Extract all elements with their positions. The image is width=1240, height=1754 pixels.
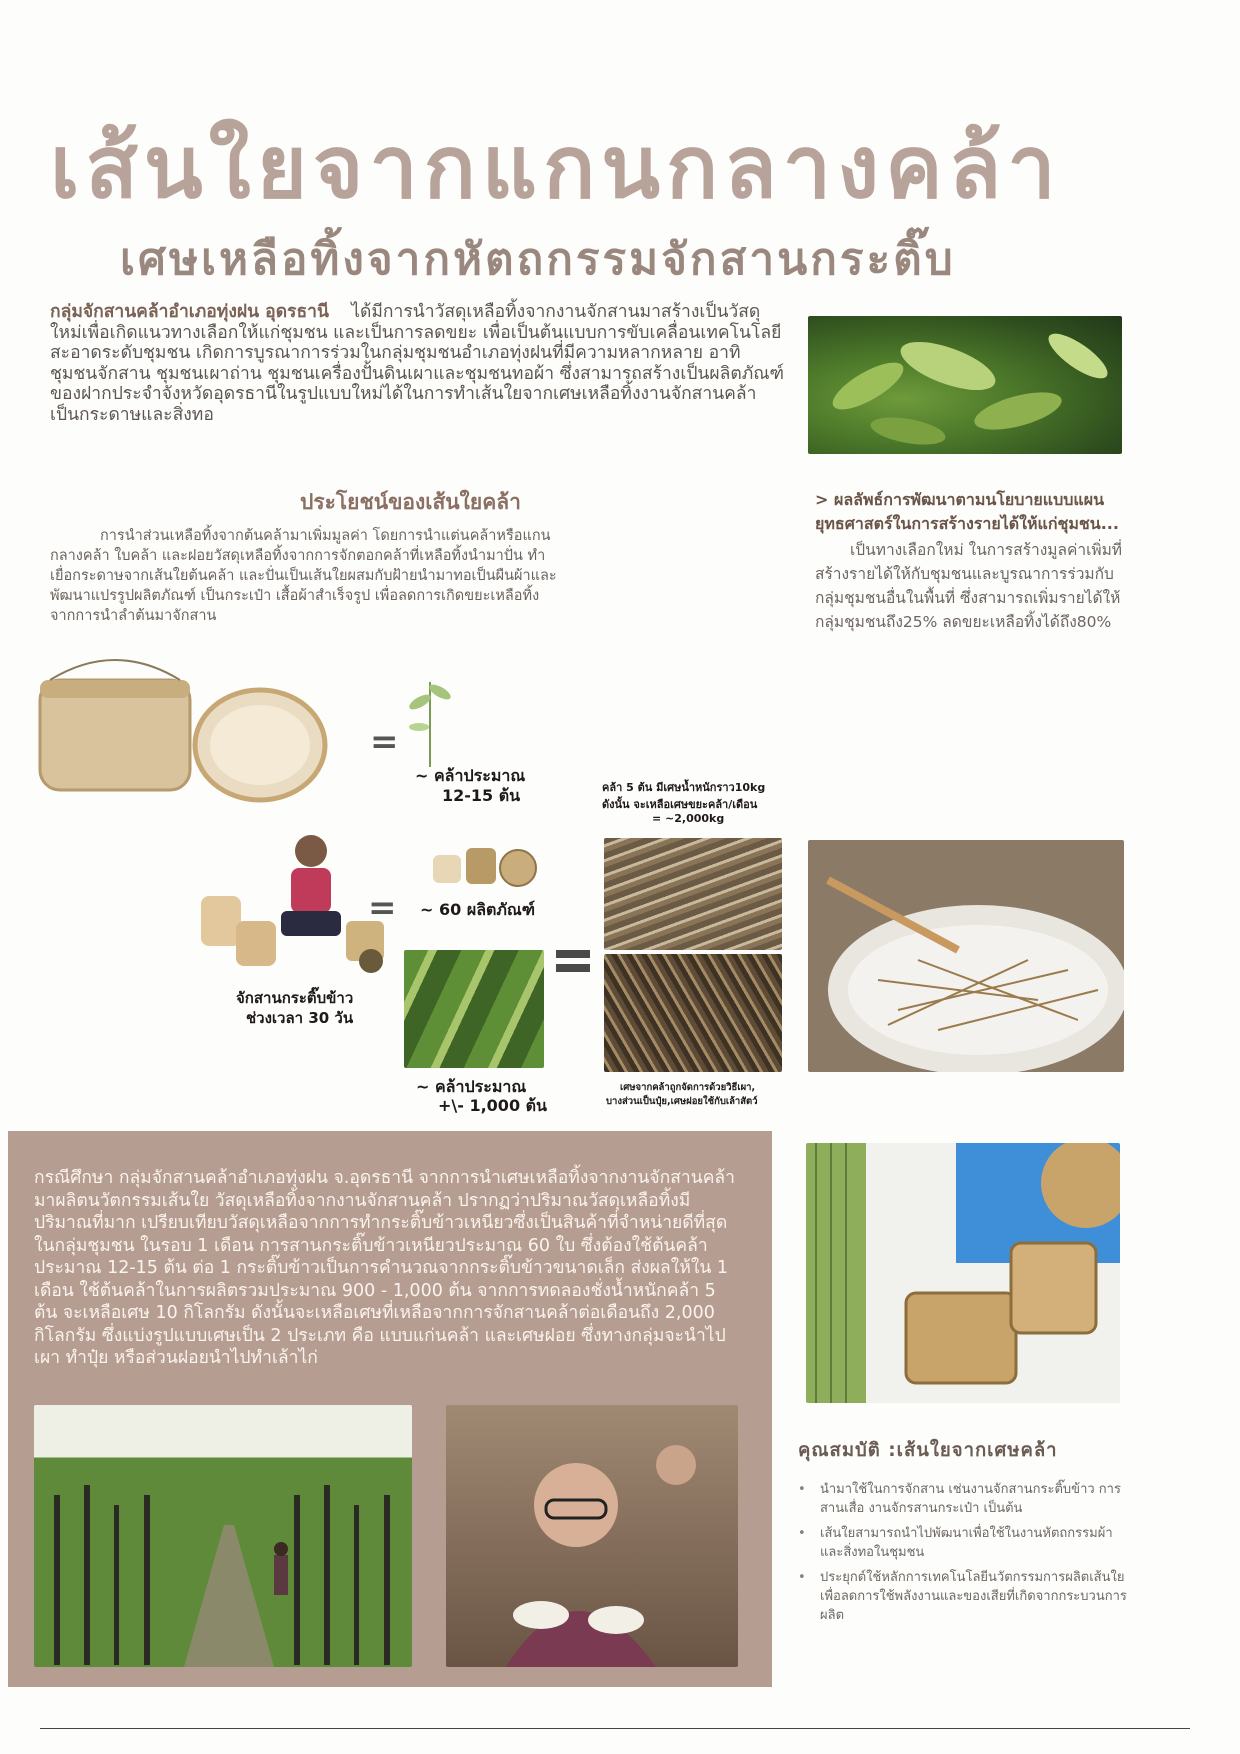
bottom-divider [40, 1728, 1190, 1729]
woman-holding-fiber-photo [446, 1405, 738, 1667]
woven-products-photo [806, 1143, 1120, 1403]
intro-lead: กลุ่มจักสานคล้าอำเภอทุ่งฝน อุดรธานี [50, 302, 329, 322]
plant-count-label-top: ~ คล้าประมาณ [415, 766, 526, 785]
waste-pile-photo-2 [604, 954, 782, 1072]
result-heading: > ผลลัพธ์การพัฒนาตามนโยบายแบบแผนยุทธศาสตร์ในการสร้างรายได้ให้แก่ชุมชน... [815, 490, 1119, 533]
case-study-paragraph: กรณีศึกษา กลุ่มจักสานคล้าอำเภอทุ่งฝน จ.อุดรธานี จากการนำเศษเหลือทิ้งจากงานจักสานคล้ามาผลิตนวัตกรรมเส้นใย วัสดุเหลือทิ้งจากงานจักสานคล้า ปรากฏว่าปริมาณวัสดุเหลือทิ้งมีปริมาณที่มาก เปรียบเทียบวัสดุเหลือจากการทำกระติ๊บข้าวเหนียวซึ่งเป็นสินค้าที่จำหน่ายดีที่สุดในกลุ่มชุมชน ในรอบ 1 เดือน การสานกระติ๊บข้าวเหนียวประมาณ 60 ใบ ซึ่งต้องใช้ต้นคล้าประมาณ 12-15 ต้น ต่อ 1 กระติ๊บข้าวเป็นการคำนวณจากกระติ๊บข้าวขนาดเล็ก ส่งผลให้ใน 1 เดือน ใช้ต้นคล้าในการผลิตรวมประมาณ 900 - 1,000 ต้น จากการทดลองชั่งน้ำหนักคล้า 5 ต้น จะเหลือเศษ 10 กิโลกรัม ดังนั้นจะเหลือเศษที่เหลือจากการจักสานคล้าต่อเดือนถึง 2,000 กิโลกรัม ซึ่งแบ่งรูปแบบเศษเป็น 2 ประเภท คือ แบบแก่นคล้า และเศษฝอย ซึ่งทางกลุ่มจะนำไปเผา ทำปุ๋ย หรือส่วนฝอยนำไปทำเล้าไก่ [34, 1168, 735, 1368]
properties-list [798, 1480, 1128, 1631]
intro-body: ได้มีการนำวัสดุเหลือทิ้งจากงานจักสานมาสร้างเป็นวัสดุใหม่เพื่อเกิดแนวทางเลือกให้แก่ชุมชน และเป็นการลดขยะ เพื่อเป็นต้นแบบการขับเคลื่อนเทคโนโลยีสะอาดระดับชุมชน เกิดการบูรณาการร่วมในกลุ่มชุมชนอำเภอทุ่งฝนที่มีความหลากหลาย อาทิ ชุมชนจักสาน ชุมชนเผาถ่าน ชุมชนเครื่องปั้นดินเผาและชุมชนทอผ้า ซึ่งสามารถสร้างเป็นผลิตภัณฑ์ของฝากประจำจังหวัดอุดรธานีในรูปแบบใหม่ได้ในการทำเส้นใยจากเศษเหลือทิ้งงานจักสานคล้าเป็นกระดาษและสิ่งทอ [50, 302, 785, 425]
big-equals-sign [556, 950, 590, 974]
properties-item-text: นำมาใช้ในการจักสาน เช่นงานจักสานกระติ๊บข้าว การสานเสื่อ งานจักรสานกระเป๋า เป็นต้น [820, 1482, 1121, 1516]
waste-caption-1: เศษจากคล้าถูกจัดการด้วยวิธีเผา, [620, 1082, 756, 1093]
benefit-paragraph: การนำส่วนเหลือทิ้งจากต้นคล้ามาเพิ่มมูลค่า โดยการนำแต่นคล้าหรือแกนกลางคล้า ใบคล้า และฝอยวัสดุเหลือทิ้งจากการจักตอกคล้าที่เหลือทิ้งนำมาปั่น ทำเยื่อกระดาษจากเส้นใยต้นคล้า และปั่นเป็นเส้นใยผสมกับฝ้ายนำมาทอเป็นผืนผ้าและพัฒนาแปรรูปผลิตภัณฑ์ เป็นกระเป๋า เสื้อผ้าสำเร็จรูป เพื่อลดการเกิดขยะเหลือทิ้งจากการนำลำต้นมาจักสาน [50, 528, 557, 624]
plant-count2-label-top: ~ คล้าประมาณ [416, 1077, 527, 1096]
plant-count2-label-bottom: +\- 1,000 ต้น [438, 1096, 547, 1115]
bullet-icon: • [798, 1570, 806, 1585]
plant-count-label-bottom: 12-15 ต้น [442, 786, 521, 805]
page-title: เส้นใยจากแกนกลางคล้า [50, 118, 1062, 218]
waste-note-3: = ~2,000kg [652, 812, 725, 825]
properties-item [798, 1568, 1128, 1625]
sticky-rice-baskets-photo [30, 650, 330, 810]
woman-weaving-photo [196, 826, 396, 976]
waste-note-1: คล้า 5 ต้น มีเศษน้ำหนักราว10kg [602, 781, 766, 794]
page-subtitle: เศษเหลือทิ้งจากหัตถกรรมจักสานกระติ๊บ [120, 234, 956, 285]
weaving-label-1: จักสานกระติ๊บข้าว [236, 989, 354, 1007]
plantation-photo [34, 1405, 412, 1667]
bullet-icon: • [798, 1526, 806, 1541]
properties-heading: คุณสมบัติ :เส้นใยจากเศษคล้า [798, 1440, 1058, 1461]
products-count-label: ~ 60 ผลิตภัณฑ์ [420, 900, 536, 919]
leaves-photo [808, 316, 1122, 454]
weaving-label-2: ช่วงเวลา 30 วัน [246, 1009, 354, 1027]
equals-sign-1: = [370, 722, 399, 762]
plant-sprout-photo [405, 672, 455, 767]
waste-caption-2: บางส่วนเป็นปุ๋ย,เศษฝอยใช้กับเล้าสัตว์ [606, 1096, 758, 1107]
products-photo [428, 840, 543, 890]
plant-clump-photo [404, 950, 544, 1068]
properties-item-text: ประยุกต์ใช้หลักการเทคโนโลยีนวัตกรรมการผลิตเส้นใย เพื่อลดการใช้พลังงานและของเสียที่เกิดจากกระบวนการผลิต [820, 1570, 1127, 1623]
bullet-icon: • [798, 1482, 806, 1497]
waste-note-2: ดังนั้น จะเหลือเศษขยะคล้า/เดือน [602, 798, 758, 811]
benefit-heading: ประโยชน์ของเส้นใยคล้า [300, 490, 521, 514]
waste-pile-photo-1 [604, 838, 782, 950]
leaves-illustration [808, 316, 1122, 454]
fiber-bowl-photo [808, 840, 1124, 1072]
result-paragraph: เป็นทางเลือกใหม่ ในการสร้างมูลค่าเพิ่มที่สร้างรายได้ให้กับชุมชนและบูรณาการร่วมกับกลุ่มชุมชนอื่นในพื้นที่ ซึ่งสามารถเพิ่มรายได้ให้กลุ่มชุมชนถึง25% ลดขยะเหลือทิ้งได้ถึง80% [815, 541, 1123, 631]
properties-item [798, 1524, 1128, 1562]
properties-item-text: เส้นใยสามารถนำไปพัฒนาเพื่อใช้ในงานหัตถกรรมผ้าและสิ่งทอในชุมชน [820, 1526, 1113, 1560]
properties-item [798, 1480, 1128, 1518]
intro-paragraph [50, 302, 790, 425]
equals-sign-2: = [368, 888, 397, 928]
